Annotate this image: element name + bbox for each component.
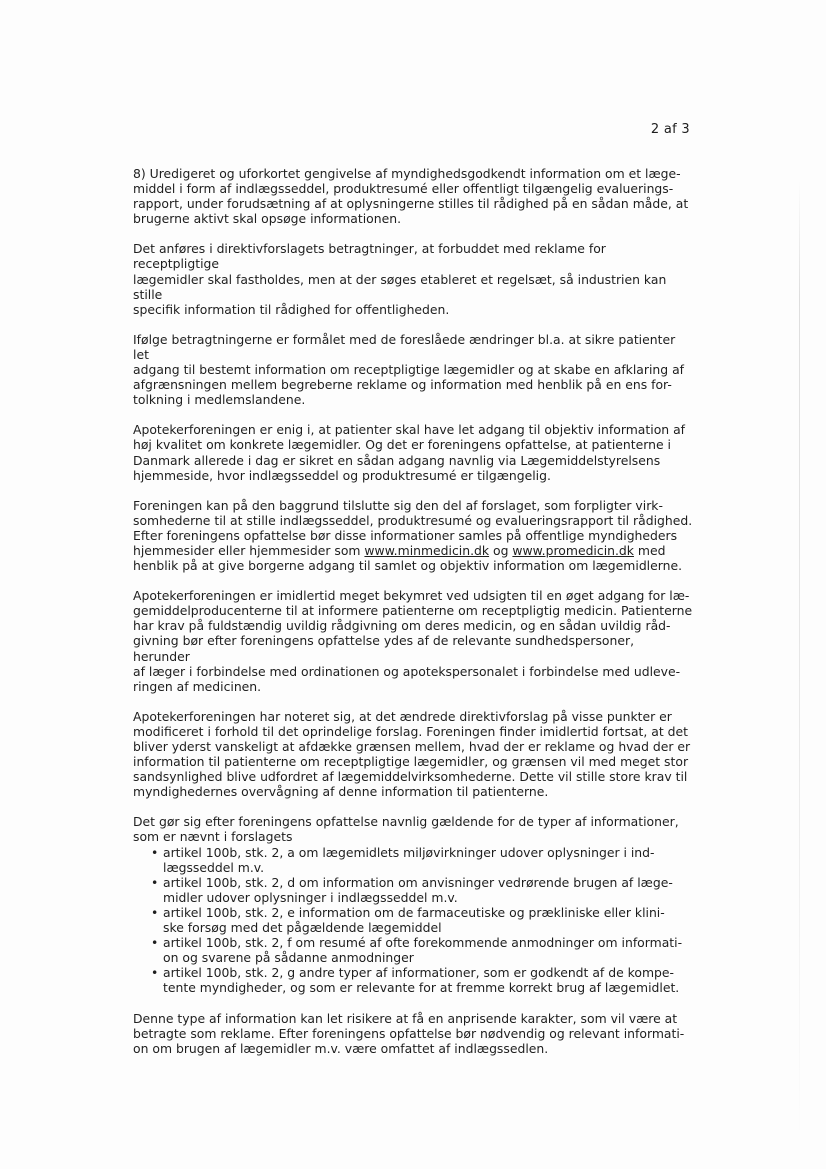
bullet-icon: • bbox=[151, 965, 159, 981]
list-item-text: artikel 100b, stk. 2, a om lægemidlets miljøvirkninger udover oplysninger i ind- lægsseddel m.v. bbox=[163, 844, 655, 875]
paragraph-5-text-before: Foreningen kan på den baggrund tilslutte sig den del af forslaget, som forpligter virk- somhederne til at stille indlægsseddel, produktresumé og evalueringsrapport til rådighed. Efter foreningens opfattelse bør disse informationer samles på offentlige myndigheders hjemmesider eller hjemmesider som bbox=[133, 497, 693, 558]
page-number: 2 af 3 bbox=[650, 122, 690, 137]
scan-edge-line bbox=[799, 180, 800, 1140]
list-item bbox=[151, 844, 693, 875]
list-item-text: artikel 100b, stk. 2, g andre typer af informationer, som er godkendt af de kompe- tente myndigheder, og som er relevante for at fremme korrekt brug af lægemidlet. bbox=[163, 965, 680, 996]
link-promedicin[interactable]: www.promedicin.dk bbox=[512, 542, 634, 558]
paragraph-9: Denne type af information kan let risikere at få en anprisende karakter, som vil være at betragte som reklame. Efter foreningens opfattelse bør nødvendig og relevant informati- on om brugen af lægemidler m.v. være omfattet af indlægssedlen. bbox=[133, 1010, 685, 1056]
list-item bbox=[151, 965, 693, 996]
paragraph-5-text-after: med henblik på at give borgerne adgang til samlet og objektiv information om lægemidlerne. bbox=[133, 542, 683, 574]
paragraph-5 bbox=[133, 498, 693, 573]
bullet-icon: • bbox=[151, 844, 159, 860]
paragraph-2: Det anføres i direktivforslagets betragtninger, at forbuddet med reklame for receptpligtige lægemidler skal fastholdes, men at der søges etableret et regelsæt, så industrien kan stille specifik information til rådighed for offentligheden. bbox=[133, 241, 667, 317]
link-minmedicin[interactable]: www.minmedicin.dk bbox=[364, 542, 490, 558]
paragraph-7: Apotekerforeningen har noteret sig, at det ændrede direktivforslag på visse punkter er modificeret i forhold til det oprindelige forslag. Foreningen finder imidlertid fortsat, at det bliver yderst vanskeligt at afdække grænsen mellem, hvad der er reklame og hvad der er information til patienterne om receptpligtige lægemidler, og grænsen vil med meget stor sandsynlighed blive udfordret af lægemiddelvirksomhederne. Dette vil stille store krav til myndighedernes overvågning af denne information til patienterne. bbox=[133, 708, 691, 800]
article-bullet-list bbox=[133, 845, 693, 996]
list-item-text: artikel 100b, stk. 2, e information om de farmaceutiske og prækliniske eller klini- ske forsøg med det pågældende lægemiddel bbox=[163, 904, 665, 936]
bullet-icon: • bbox=[151, 935, 159, 951]
bullet-icon: • bbox=[151, 874, 159, 890]
document-body bbox=[133, 166, 693, 1071]
paragraph-3: Ifølge betragtningerne er formålet med de foreslåede ændringer bl.a. at sikre patienter let adgang til bestemt information om receptpligtige lægemidler og at skabe en afklaring af afgrænsningen mellem begreberne reklame og information med henblik på en ens for- tolkning i medlemslandene. bbox=[133, 331, 685, 408]
paragraph-1: 8) Uredigeret og uforkortet gengivelse af myndighedsgodkendt information om et læge- middel i form af indlægsseddel, produktresumé eller offentligt tilgængelig evaluerings- rapport, under forudsætning af at oplysningerne stilles til rådighed på en sådan måde, at brugerne aktivt skal opsøge informationen. bbox=[133, 166, 689, 227]
bullet-icon: • bbox=[151, 904, 159, 920]
list-item-text: artikel 100b, stk. 2, d om information om anvisninger vedrørende brugen af læge- midler udover oplysninger i indlægsseddel m.v. bbox=[163, 874, 673, 905]
paragraph-8-intro: Det gør sig efter foreningens opfattelse navnlig gældende for de typer af informationer, som er nævnt i forslagets bbox=[133, 814, 679, 845]
list-item bbox=[151, 935, 693, 966]
paragraph-4: Apotekerforeningen er enig i, at patienter skal have let adgang til objektiv information af høj kvalitet om konkrete lægemidler. Og det er foreningens opfattelse, at patienterne i Danmark allerede i dag er sikret en sådan adgang navnlig via Lægemiddelstyrelsens hjemmeside, hvor indlægsseddel og produktresumé er tilgængelig. bbox=[133, 422, 686, 483]
paragraph-6: Apotekerforeningen er imidlertid meget bekymret ved udsigten til en øget adgang for læ- gemiddelproducenterne til at informere patienterne om receptpligtig medicin. Patienterne har krav på fuldstændig uvildig rådgivning om deres medicin, og en sådan uvildig råd- givning bør efter foreningens opfattelse ydes af de relevante sundhedspersoner, herunder af læger i forbindelse med ordinationen og apotekspersonalet i forbindelse med udleve- ringen af medicinen. bbox=[133, 588, 693, 694]
list-item bbox=[151, 904, 693, 936]
paragraph-5-text-mid: og bbox=[489, 542, 513, 558]
list-item-text: artikel 100b, stk. 2, f om resumé af ofte forekommende anmodninger om informati- on og svarene på sådanne anmodninger bbox=[163, 935, 683, 966]
list-item bbox=[151, 874, 693, 905]
